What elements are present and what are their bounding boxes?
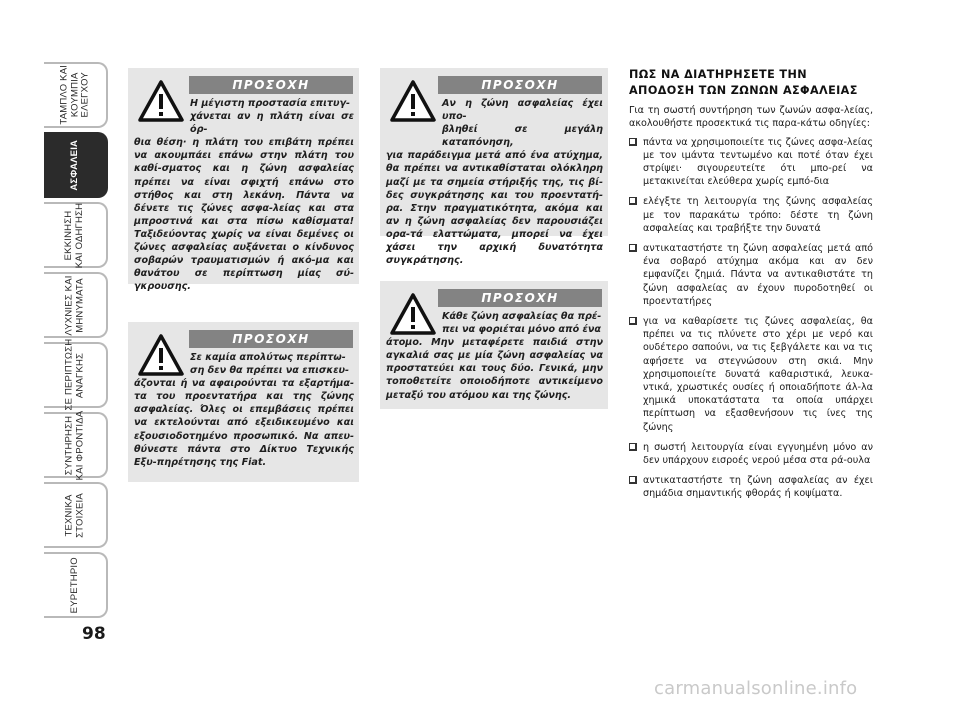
warning-text-lead: Η μέγιστη προστασία επιτυγ- χάνεται αν η πλάτη είναι σε όρ- [190,98,354,136]
warning-box [128,322,359,482]
warning-title: ΠΡΟΣΟΧΗ [438,76,602,94]
warning-box [380,68,608,267]
warning-text-lead: Σε καμία απολύτως περίπτω- ση δεν θα πρέπει να επισκευ- [190,352,349,377]
warning-title: ΠΡΟΣΟΧΗ [189,76,353,94]
list-item-text: πάντα να χρησιμοποιείτε τις ζώνες ασφα-λείας με τον ιμάντα τεντωμένο και ποτέ όταν έχει στρίψει· σιγουρευτείτε ότι μπο-ρεί να μετακινείται ελεύθερα χωρίς εμπό-δια [643,136,873,188]
tab-emergency[interactable] [44,338,108,410]
list-item [629,441,873,467]
tab-label: ΛΥΧΝΙΕΣ ΚΑΙ ΜΗΝΥΜΑΤΑ [63,274,85,336]
warning-text [386,97,603,267]
checkbox-bullet-icon [629,443,637,451]
list-item [629,474,873,500]
list-item [629,315,873,434]
tab-dashboard-controls[interactable] [44,62,108,128]
page-number: 98 [82,624,106,644]
watermark: carmanualsonline.info [654,678,858,699]
tab-starting-driving[interactable] [44,202,108,268]
warning-box [380,281,608,409]
checkbox-bullet-icon [629,197,637,205]
list-item-text: για να καθαρίσετε τις ζώνες ασφαλείας, θα πρέπει να τις πλύνετε στο χέρι με νερό και ουδέτερο σαπούνι, να τις ξεβγάλετε και να τις αφήσετε να στεγνώσουν στη σκιά. Μην χρησιμοποιείτε δυνατά καθαριστικά, λευκα-ντικά, χρωστικές ουσίες ή οποιαδήποτε άλ-λα χημικά υποκατάστατα τα οποία υπάρχει περίπτωση να εξασθενήσουν τις ίνες της ζώνης [643,316,873,433]
tab-label: ΣΥΝΤΗΡΗΣΗ ΚΑΙ ΦΡΟΝΤΙΔΑ [63,410,85,480]
warning-title: ΠΡΟΣΟΧΗ [189,330,353,348]
warning-text-lead: Αν η ζώνη ασφαλείας έχει υπο- βληθεί σε μεγάλη καταπόνηση, [442,98,603,149]
warning-text-lead: Κάθε ζώνη ασφαλείας θα πρέ- πει να φοριέται μόνο από ένα [442,311,602,336]
tab-label: ΤΕΧΝΙΚΑ ΣΤΟΙΧΕΙΑ [63,492,85,538]
warning-title: ΠΡΟΣΟΧΗ [438,289,602,307]
warning-box [128,68,359,293]
checkbox-bullet-icon [629,476,637,484]
tab-lights-messages[interactable] [44,272,108,338]
list-item-text: αντικαταστήστε τη ζώνη ασφαλείας αν έχει σημάδια σημαντικής φθοράς ή κοψίματα. [643,475,873,500]
tab-label: ΑΣΦΑΛΕΙΑ [68,139,80,191]
tab-label: ΣΕ ΠΕΡΙΠΤΩΣΗ ΑΝΑΓΚΗΣ [63,338,85,410]
checkbox-bullet-icon [629,244,637,252]
tab-technical-data[interactable] [44,482,108,548]
tab-label: ΕΚΚΙΝΗΣΗ ΚΑΙ ΟΔΗΓΗΣΗ [63,202,85,268]
tab-safety[interactable] [44,132,108,198]
tab-maintenance-care[interactable] [44,412,108,478]
tab-label: ΕΥΡΕΤΗΡΙΟ [68,556,80,614]
warning-text-body: θια θέση· η πλάτη του επιβάτη πρέπει να ακουμπάει επάνω στην πλάτη του καθί-σματος και η ζώνη ασφαλείας πρέπει να είναι σφιχτή επάνω στο στήθος και στη λεκάνη. Πάντα να δένετε τις ζώνες ασφα-λείας και στα μπροστινά και στα πίσω καθίσματα! Ταξιδεύοντας χωρίς να είναι δεμένες οι ζώνες ασφαλείας αυξάνεται ο κίνδυνος σοβαρών τραυματισμών ή ακό-μα και θανάτου σε περίπτωση μίας σύ-γκρουσης. [134,137,354,293]
warning-text [134,351,354,469]
section-title: ΠΩΣ ΝΑ ΔΙΑΤΗΡΗΣΕΤΕ ΤΗΝ ΑΠΟΔΟΣΗ ΤΩΝ ΖΩΝΩΝ ΑΣΦΑΛΕΙΑΣ [629,68,858,97]
warning-text-body: άτομο. Μην μεταφέρετε παιδιά στην αγκαλιά σας με μία ζώνη ασφαλείας να προστατεύει και τους δύο. Γενικά, μην τοποθετείτε οποιοδήποτε αντικείμενο μεταξύ του ατόμου και της ζώνης. [386,337,603,401]
warning-text [386,310,603,402]
list-item [629,136,873,189]
list-item [629,242,873,308]
section-intro: Για τη σωστή συντήρηση των ζωνών ασφα-λείας, ακολουθήστε προσεκτικά τις παρα-κάτω οδηγίες: [629,105,873,130]
instruction-list [629,136,873,501]
seat-belt-maintenance-section [629,67,873,508]
tab-index[interactable] [44,552,108,618]
sidebar-nav [0,0,120,706]
tab-label: ΤΑΜΠΛΟ ΚΑΙ ΚΟΥΜΠΙΑ ΕΛΕΓΧΟΥ [58,65,91,125]
list-item [629,195,873,235]
list-item-text: η σωστή λειτουργία είναι εγγυημένη μόνο αν δεν υπάρχουν εισροές νερού μέσα στα ρά-ουλα [643,441,873,467]
warning-text [134,97,354,293]
checkbox-bullet-icon [629,317,637,325]
warning-text-body: άζονται ή να αφαιρούνται τα εξαρτήμα-τα του προεντατήρα και της ζώνης ασφαλείας. Όλες οι επεμβάσεις πρέπει να εκτελούνται από εξειδικευμένο και εξουσιοδοτημένο προσωπικό. Να απευ-θύνεστε πάντα στο Δίκτυο Τεχνικής Εξυ-πηρέτησης της Fiat. [134,378,354,468]
list-item-text: ελέγξτε τη λειτουργία της ζώνης ασφαλείας με τον παρακάτω τρόπο: δέστε τη ζώνη ασφαλείας και τραβήξτε την δυνατά [643,196,873,234]
checkbox-bullet-icon [629,138,637,146]
list-item-text: αντικαταστήστε τη ζώνη ασφαλείας μετά από ένα σοβαρό ατύχημα ακόμα και αν δεν εμφανίζει ζημιά. Πάντα να αντικαθιστάτε τη ζώνη ασφαλείας αν έχουν πυροδοτηθεί οι προεντατήρες [643,243,873,307]
warning-text-body: για παράδειγμα μετά από ένα ατύχημα, θα πρέπει να αντικαθίσταται ολόκληρη μαζί με τα σημεία στήριξής της, τις βί-δες συγκράτησης και του προεντατή-ρα. Στην πραγματικότητα, ακόμα και αν η ζώνη ασφαλείας δεν παρουσιάζει ορα-τά ελαττώματα, μπορεί να έχει χάσει την αρχική δυνατότητα συγκράτησης. [386,150,603,267]
